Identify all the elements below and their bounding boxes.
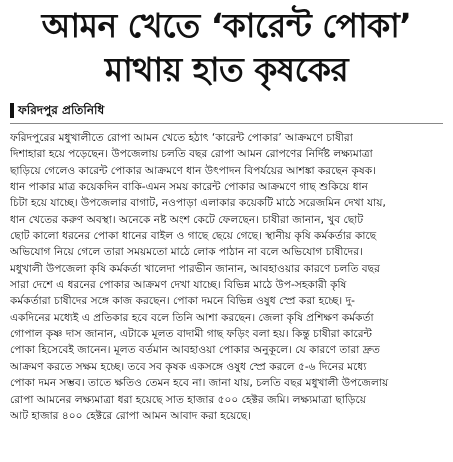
body-line: ছাড়িয়ে গেলেও কারেন্ট পোকার আক্রমণে ধান উৎপাদন বিপর্যয়ের আশঙ্কা করছেন কৃষক। <box>10 164 376 177</box>
body-line: একদিনের মধ্যেই এ প্রতিকার হবে বলে তিনি আশা করছেন। জেলা কৃষি প্রশিক্ষণ কর্মকর্তা <box>10 311 374 324</box>
body-line: দিশাহারা হয়ে পড়েছেন। উপজেলায় চলতি বছর রোপা আমন রোপণের নির্দিষ্ট লক্ষ্যমাত্রা <box>10 148 373 161</box>
body-line: ধান পাকার মাত্র কয়েকদিন বাকি-এমন সময় কারেন্ট পোকার আক্রমণে গাছ শুকিয়ে ধান <box>10 181 368 194</box>
headline-line-2: মাথায় হাত কৃষকের <box>104 50 349 89</box>
body-line: গোপাল কৃষ্ণ দাস জানান, এটাকে মূলত বাদামী গাছ ফড়িং বলা হয়। কিন্তু চাষীরা কারেন্ট <box>10 328 372 341</box>
body-line: আক্রমণ করতে সক্ষম হচ্ছে। তবে সব কৃষক একসঙ্গে ওষুধ স্প্রে করলে ৫-৬ দিনের মধ্যে <box>10 360 367 373</box>
byline-marker <box>10 103 14 118</box>
body-line: রোপা আমনের লক্ষ্যমাত্রা ধরা হয়েছে সাত হাজার ৫০০ হেক্টর জমি। লক্ষ্যমাত্রা ছাড়িয়ে <box>10 393 366 406</box>
body-line: মধুখালী উপজেলা কৃষি কর্মকর্তা খালেদা পারভীন জানান, আবহাওয়ার কারণে চলতি বছর <box>10 262 380 275</box>
body-line: সারা দেশে এ ধরনের পোকার আক্রমণ দেখা যাচ্ছে। বিভিন্ন মাঠে উপ-সহকারী কৃষি <box>10 279 347 292</box>
byline: ফরিদপুর প্রতিনিধি <box>18 103 105 117</box>
byline-divider <box>10 123 443 124</box>
body-line: অভিযোগ নিয়ে গেলে তারা সময়মতো মাঠে লোক পাঠান না বলে অভিযোগ চাষীদের। <box>10 246 363 259</box>
body-line: ছোট কালো ধরনের পোকা ধানের বাইল ও গাছে ছেয়ে গেছে। স্থানীয় কৃষি কর্মকর্তার কাছে <box>10 230 377 243</box>
article-body <box>4 130 449 424</box>
body-line: চিটা হয়ে যাচ্ছে। উপজেলার বাগাট, নওপাড়া এলাকার কয়েকটি মাঠে সরেজমিন দেখা যায়, <box>10 197 386 210</box>
article-headline <box>4 0 449 92</box>
body-line: ধান খেতের করুণ অবস্থা। অনেকে নষ্ট অংশ কেটে ফেলছেন। চাষীরা জানান, খুব ছোট <box>10 213 364 226</box>
body-line: কর্মকর্তারা চাষীদের সঙ্গে কাজ করছেন। পোকা দমনে বিভিন্ন ওষুধ স্প্রে করা হচ্ছে। দু- <box>10 295 355 308</box>
byline-block <box>4 100 449 122</box>
body-line: আট হাজার ৪০০ হেক্টরে রোপা আমন আবাদ করা হয়েছে। <box>10 409 251 422</box>
headline-line-1: আমন খেতে ‘কারেন্ট পোকা’ <box>41 6 412 45</box>
body-line: পোকা হিসেবেই জানেন। মূলত বর্তমান আবহাওয়া পোকার অনুকূলে। যে কারণে তারা দ্রুত <box>10 344 380 357</box>
body-line: পোকা দমন সম্ভব। তাতে ক্ষতিও তেমন হবে না। জানা যায়, চলতি বছর মধুখালী উপজেলায় <box>10 377 389 390</box>
body-line: ফরিদপুরের মধুখালীতে রোপা আমন খেতে হঠাৎ ‘কারেন্ট পোকার’ আক্রমণে চাষীরা <box>10 132 353 144</box>
